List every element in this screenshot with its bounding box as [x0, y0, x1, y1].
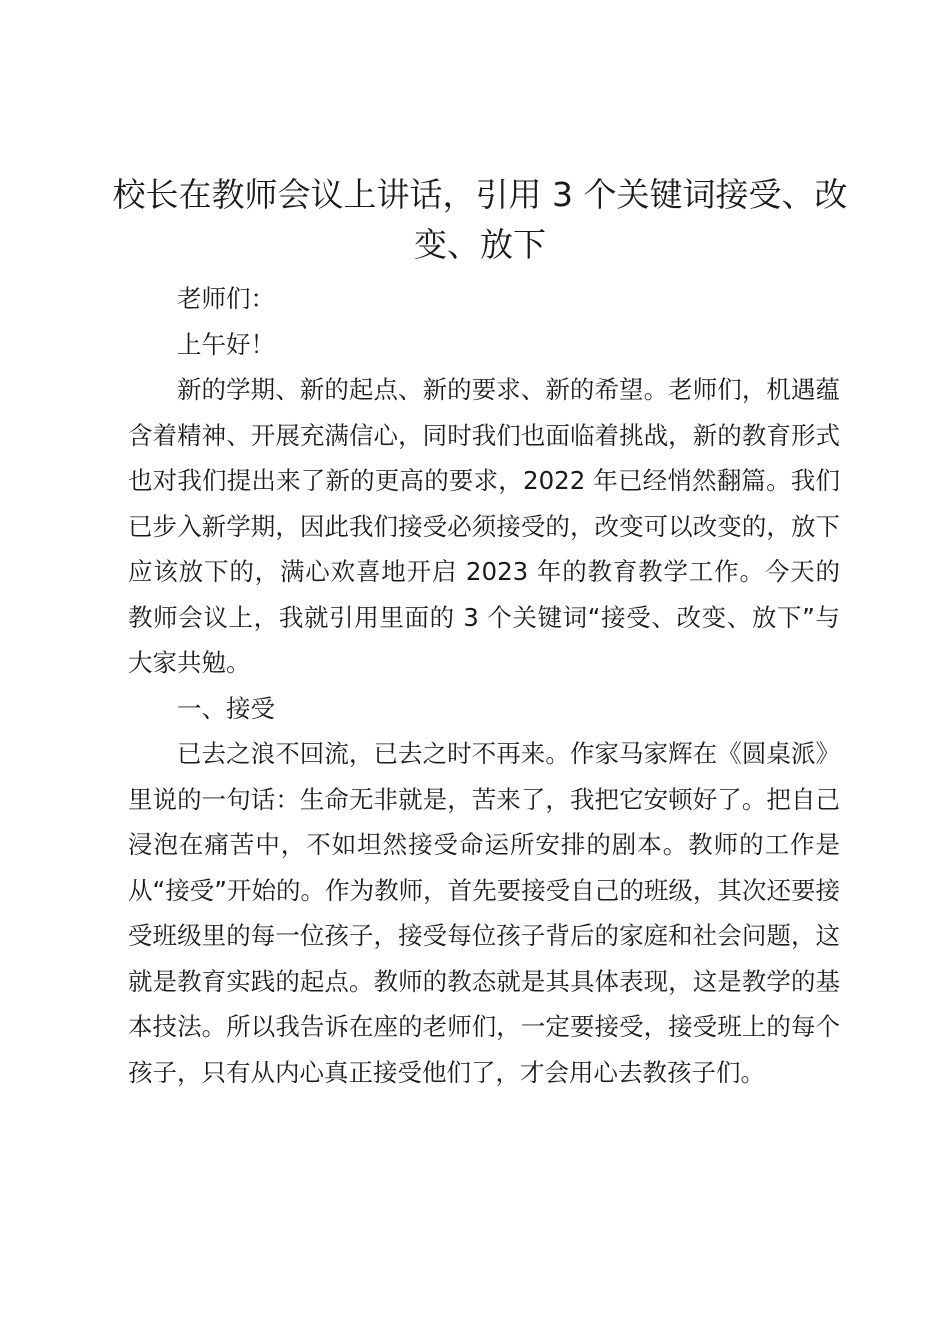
accept-paragraph: 已去之浪不回流，已去之时不再来。作家马家辉在《圆桌派》里说的一句话：生命无非就是，苦来了，我把它安顿好了。把自己浸泡在痛苦中，不如坦然接受命运所安排的剧本。教师的工作是从“接受”开始的。作为教师，首先要接受自己的班级，其次还要接受班级里的每一位孩子，接受每位孩子背后的家庭和社会问题，这就是教育实践的起点。教师的教态就是其具体表现，这是教学的基本技法。所以我告诉在座的老师们，一定要接受，接受班上的每个孩子，只有从内心真正接受他们了，才会用心去教孩子们。: [128, 739, 840, 1087]
salutation: 老师们：: [177, 284, 275, 313]
greeting: 上午好！: [177, 329, 275, 359]
intro-paragraph: 新的学期、新的起点、新的要求、新的希望。老师们，机遇蕴含着精神、开展充满信心，同时我们也面临着挑战，新的教育形式也对我们提出来了新的更高的要求，2022 年已经悄然翻篇。我们已步入新学期，因此我们接受必须接受的，改变可以改变的，放下应该放下的，满心欢喜地开启 2023 年的教育教学工作。今天的教师会议上，我就引用里面的 3 个关键词“接受、改变、放下”与大家共勉。: [128, 375, 840, 677]
section-heading-accept: 一、接受: [177, 693, 275, 723]
document-title: 校长在教师会议上讲话，引用 3 个关键词接受、改变、放下: [112, 175, 848, 264]
document-body: [128, 276, 840, 1095]
